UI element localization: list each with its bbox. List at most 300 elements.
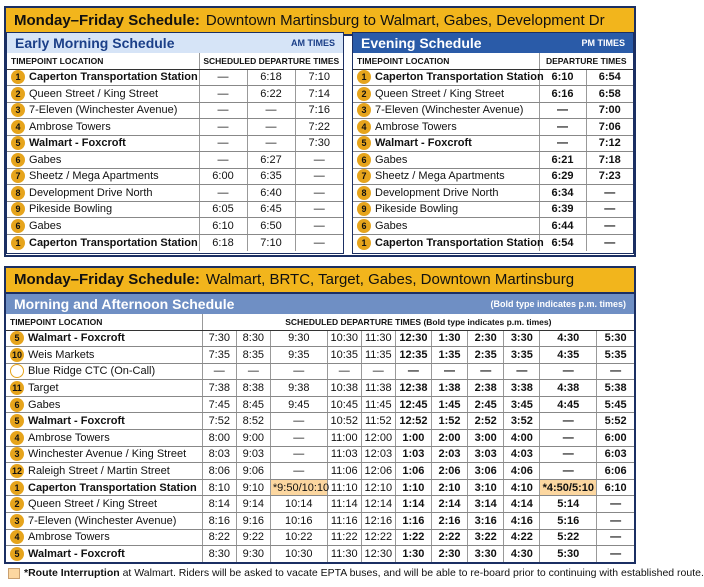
timepoint-number-badge: 6	[357, 153, 371, 167]
departure-time: —	[199, 135, 247, 152]
departure-time: 6:03	[597, 446, 634, 463]
departure-time: 7:12	[586, 135, 633, 152]
departure-time: *4:50/5:10	[540, 479, 597, 496]
departure-time: 11:03	[327, 446, 361, 463]
table-row	[7, 234, 343, 251]
departure-time: 10:22	[270, 529, 327, 546]
departure-time: 7:06	[586, 119, 633, 136]
departure-time: 6:54	[539, 234, 586, 251]
departure-time: —	[504, 363, 540, 380]
timepoint-number-badge: 6	[11, 153, 25, 167]
departure-time: 6:18	[199, 234, 247, 251]
departure-time: —	[597, 546, 634, 563]
footnote-text: at Walmart. Riders will be asked to vacate EPTA buses, and will be able to re-board prior to continuing with established route.	[122, 567, 704, 579]
morning-afternoon-header	[6, 294, 634, 314]
departure-time: 7:10	[247, 234, 295, 251]
table-row	[6, 513, 634, 530]
departure-time: 3:03	[468, 446, 504, 463]
departure-time: 9:03	[236, 446, 270, 463]
departure-time: 8:14	[202, 496, 236, 513]
timepoint-name: Raleigh Street / Martin Street	[28, 465, 170, 478]
timepoint-cell	[6, 463, 202, 480]
timepoint-cell	[353, 218, 539, 235]
departure-time: 8:16	[202, 513, 236, 530]
table-row	[7, 218, 343, 235]
departure-time: 6:00	[597, 430, 634, 447]
timepoint-number-badge: 4	[10, 431, 24, 445]
timepoint-cell	[7, 69, 199, 86]
timepoint-cell	[7, 119, 199, 136]
timepoint-cell	[7, 152, 199, 169]
departure-time: 1:30	[395, 546, 431, 563]
departure-time: 12:03	[361, 446, 395, 463]
table-row	[7, 185, 343, 202]
departure-time: 4:16	[504, 513, 540, 530]
timepoint-cell	[6, 363, 202, 380]
departure-time: —	[295, 168, 343, 185]
departure-time: 6:05	[199, 201, 247, 218]
departure-time: —	[247, 135, 295, 152]
timepoint-number-badge: 1	[11, 70, 25, 84]
departure-time: 12:00	[361, 430, 395, 447]
departure-time: 1:16	[395, 513, 431, 530]
departure-time: —	[540, 413, 597, 430]
departure-time: —	[327, 363, 361, 380]
timepoint-name: Walmart - Foxcroft	[28, 415, 125, 428]
departure-time: —	[199, 152, 247, 169]
footnote	[8, 567, 704, 579]
departure-time: —	[199, 86, 247, 103]
departure-time: —	[270, 363, 327, 380]
departure-time: 3:10	[468, 479, 504, 496]
departure-time: 2:16	[431, 513, 467, 530]
timepoint-number-badge: 5	[10, 547, 24, 561]
timepoint-name: Ambrose Towers	[375, 120, 457, 133]
departure-time: 7:52	[202, 413, 236, 430]
table-row	[7, 168, 343, 185]
table-row	[7, 152, 343, 169]
departure-time: 4:30	[540, 330, 597, 347]
departure-time: 4:22	[504, 529, 540, 546]
departure-time: —	[540, 446, 597, 463]
departure-time: —	[199, 102, 247, 119]
timepoint-number-badge: 4	[357, 120, 371, 134]
table-row	[6, 529, 634, 546]
departure-time: 8:45	[236, 396, 270, 413]
timepoint-number-badge: 8	[11, 186, 25, 200]
departure-time: 8:03	[202, 446, 236, 463]
departure-time: 2:30	[431, 546, 467, 563]
timepoint-name: Sheetz / Mega Apartments	[29, 170, 159, 183]
departure-time: 7:35	[202, 347, 236, 364]
timepoint-number-badge: 6	[357, 219, 371, 233]
departure-time: —	[540, 430, 597, 447]
departure-time: 6:50	[247, 218, 295, 235]
timepoint-name: Target	[28, 382, 59, 395]
timepoint-cell	[6, 479, 202, 496]
timepoint-name: Gabes	[28, 398, 61, 411]
timepoint-name: Gabes	[29, 219, 62, 232]
timepoint-cell	[353, 119, 539, 136]
timepoint-number-badge: 2	[11, 87, 25, 101]
timepoint-cell	[7, 185, 199, 202]
departure-time: 3:16	[468, 513, 504, 530]
timepoint-cell	[7, 168, 199, 185]
timepoint-number-badge: 1	[357, 236, 371, 250]
departure-time: 12:38	[395, 380, 431, 397]
departure-time: 9:35	[270, 347, 327, 364]
timepoint-number-badge: 5	[357, 136, 371, 150]
departure-time: 1:45	[431, 396, 467, 413]
table-row	[353, 201, 633, 218]
departure-time: 11:14	[327, 496, 361, 513]
departure-time: 12:30	[361, 546, 395, 563]
table-row	[7, 201, 343, 218]
timepoint-name: Caperton Transportation Station	[28, 481, 197, 494]
departure-time: 5:30	[597, 330, 634, 347]
departure-time: 10:16	[270, 513, 327, 530]
morning-afternoon-table	[6, 314, 634, 562]
departure-time: 12:22	[361, 529, 395, 546]
timepoint-name: Development Drive North	[375, 186, 499, 199]
timepoint-number-badge: 5	[10, 331, 24, 345]
timepoint-name: Gabes	[29, 153, 62, 166]
departure-time: 8:30	[202, 546, 236, 563]
timepoint-name: Gabes	[375, 153, 408, 166]
departure-time: —	[295, 152, 343, 169]
departure-time: *9:50/10:10	[270, 479, 327, 496]
evening-note: PM TIMES	[581, 38, 625, 48]
departure-time: 6:39	[539, 201, 586, 218]
timepoint-cell	[6, 430, 202, 447]
departure-time: 7:45	[202, 396, 236, 413]
departure-time: —	[586, 234, 633, 251]
departure-time: —	[540, 363, 597, 380]
departure-time: 9:30	[236, 546, 270, 563]
departure-time: —	[586, 201, 633, 218]
departure-time: 12:06	[361, 463, 395, 480]
departure-time: —	[597, 496, 634, 513]
table-row	[6, 413, 634, 430]
morning-afternoon-note: (Bold type indicates p.m. times)	[490, 299, 626, 309]
departure-time: 5:45	[597, 396, 634, 413]
departure-time: 1:14	[395, 496, 431, 513]
departure-time: 2:52	[468, 413, 504, 430]
timepoint-number-badge: 1	[11, 236, 25, 250]
timepoint-number-badge: 1	[10, 481, 24, 495]
departure-time: 2:10	[431, 479, 467, 496]
departure-time: 8:52	[236, 413, 270, 430]
timepoint-number-badge: 9	[357, 202, 371, 216]
timepoint-number-badge: 10	[11, 349, 22, 360]
departure-time: —	[539, 102, 586, 119]
departure-time: 6:10	[199, 218, 247, 235]
timepoint-number-badge: 3	[357, 103, 371, 117]
table-row	[7, 86, 343, 103]
col-departure-times: SCHEDULED DEPARTURE TIMES (Bold type indicates p.m. times)	[202, 314, 634, 330]
timepoint-cell	[7, 135, 199, 152]
departure-time: 9:14	[236, 496, 270, 513]
departure-time: —	[597, 529, 634, 546]
departure-time: 6:18	[247, 69, 295, 86]
departure-time: 12:14	[361, 496, 395, 513]
table-row	[6, 446, 634, 463]
timepoint-name: 7-Eleven (Winchester Avenue)	[28, 514, 177, 527]
timepoint-name: Winchester Avenue / King Street	[28, 448, 187, 461]
departure-time: 10:14	[270, 496, 327, 513]
departure-time: 9:45	[270, 396, 327, 413]
departure-time: 5:22	[540, 529, 597, 546]
departure-time: —	[395, 363, 431, 380]
table-row	[353, 119, 633, 136]
timepoint-number-badge: 6	[10, 398, 24, 412]
departure-time: 10:45	[327, 396, 361, 413]
departure-time: 12:16	[361, 513, 395, 530]
timepoint-name: Walmart - Foxcroft	[28, 332, 125, 345]
departure-time: 2:22	[431, 529, 467, 546]
table-row	[353, 185, 633, 202]
departure-time: 12:52	[395, 413, 431, 430]
bottom-schedule-panel	[4, 266, 636, 564]
table-row	[6, 463, 634, 480]
timepoint-cell	[7, 86, 199, 103]
col-timepoint-location: TIMEPOINT LOCATION	[353, 53, 539, 69]
departure-time: —	[199, 119, 247, 136]
departure-time: 6:40	[247, 185, 295, 202]
departure-time: —	[539, 135, 586, 152]
departure-time: 5:30	[540, 546, 597, 563]
departure-time: —	[586, 185, 633, 202]
table-row	[6, 479, 634, 496]
timepoint-cell	[6, 529, 202, 546]
table-row	[6, 347, 634, 364]
departure-time: 3:38	[504, 380, 540, 397]
col-timepoint-location: TIMEPOINT LOCATION	[6, 314, 202, 330]
timepoint-name: 7-Eleven (Winchester Avenue)	[375, 104, 524, 117]
departure-time: 3:45	[504, 396, 540, 413]
timepoint-name: Walmart - Foxcroft	[375, 137, 472, 150]
departure-time: 2:35	[468, 347, 504, 364]
timepoint-name: Caperton Transportation Station	[375, 71, 544, 84]
departure-time: 6:35	[247, 168, 295, 185]
early-morning-title: Early Morning Schedule	[15, 35, 175, 51]
departure-time: 7:38	[202, 380, 236, 397]
departure-time: 5:16	[540, 513, 597, 530]
timepoint-cell	[7, 201, 199, 218]
departure-time: 9:38	[270, 380, 327, 397]
departure-time: 12:35	[395, 347, 431, 364]
departure-time: 11:45	[361, 396, 395, 413]
timepoint-number-badge: 5	[11, 136, 25, 150]
timepoint-cell	[353, 102, 539, 119]
departure-time: 1:03	[395, 446, 431, 463]
timepoint-name: Ambrose Towers	[29, 120, 111, 133]
timepoint-cell	[6, 347, 202, 364]
table-row	[353, 86, 633, 103]
top-schedule-route: Downtown Martinsburg to Walmart, Gabes, Development Dr	[205, 12, 605, 29]
table-row	[6, 330, 634, 347]
table-row	[6, 380, 634, 397]
departure-time: —	[361, 363, 395, 380]
departure-time: —	[295, 185, 343, 202]
departure-time: 7:30	[295, 135, 343, 152]
timepoint-cell	[6, 413, 202, 430]
departure-time: 11:16	[327, 513, 361, 530]
col-timepoint-location: TIMEPOINT LOCATION	[7, 53, 199, 69]
departure-time: 2:00	[431, 430, 467, 447]
departure-time: 2:30	[468, 330, 504, 347]
timepoint-number-badge: 7	[357, 169, 371, 183]
departure-time: —	[270, 413, 327, 430]
departure-time: 11:52	[361, 413, 395, 430]
route-interruption-swatch	[8, 568, 20, 579]
departure-time: —	[270, 463, 327, 480]
table-row	[6, 430, 634, 447]
departure-time: 8:00	[202, 430, 236, 447]
departure-time: —	[247, 119, 295, 136]
departure-time: 7:18	[586, 152, 633, 169]
departure-time: 5:38	[597, 380, 634, 397]
timepoint-cell	[6, 380, 202, 397]
departure-time: 4:14	[504, 496, 540, 513]
departure-time: —	[431, 363, 467, 380]
departure-time: 1:52	[431, 413, 467, 430]
departure-time: 3:52	[504, 413, 540, 430]
departure-time: 9:00	[236, 430, 270, 447]
departure-time: 10:35	[327, 347, 361, 364]
departure-time: 2:45	[468, 396, 504, 413]
departure-time: 10:30	[270, 546, 327, 563]
departure-time: 1:06	[395, 463, 431, 480]
morning-afternoon-title: Morning and Afternoon Schedule	[14, 296, 235, 312]
departure-time: 3:00	[468, 430, 504, 447]
table-row	[6, 396, 634, 413]
table-row	[7, 135, 343, 152]
departure-time: 10:38	[327, 380, 361, 397]
timepoint-cell	[353, 168, 539, 185]
bottom-schedule-route: Walmart, BRTC, Target, Gabes, Downtown Martinsburg	[205, 271, 575, 288]
departure-time: 6:58	[586, 86, 633, 103]
departure-time: 11:22	[327, 529, 361, 546]
departure-time: 2:38	[468, 380, 504, 397]
timepoint-name: Queen Street / King Street	[375, 87, 505, 100]
table-row	[6, 546, 634, 563]
early-morning-panel	[6, 32, 344, 254]
timepoint-name: Development Drive North	[29, 186, 153, 199]
departure-time: 5:14	[540, 496, 597, 513]
departure-time: 6:10	[597, 479, 634, 496]
departure-time: —	[295, 218, 343, 235]
timepoint-number-badge: 1	[357, 70, 371, 84]
departure-time: 12:10	[361, 479, 395, 496]
timepoint-name: Walmart - Foxcroft	[28, 548, 125, 561]
departure-time: 4:30	[504, 546, 540, 563]
timepoint-number-badge: 7	[11, 169, 25, 183]
departure-time: 1:38	[431, 380, 467, 397]
timepoint-name: Pikeside Bowling	[375, 203, 459, 216]
departure-time: —	[236, 363, 270, 380]
timepoint-cell	[6, 446, 202, 463]
table-row	[7, 102, 343, 119]
departure-time: 4:45	[540, 396, 597, 413]
departure-time: 3:30	[504, 330, 540, 347]
departure-time: 6:29	[539, 168, 586, 185]
col-departure-times: SCHEDULED DEPARTURE TIMES	[199, 53, 343, 69]
evening-header	[353, 33, 633, 53]
departure-time: 4:00	[504, 430, 540, 447]
bottom-schedule-header	[6, 268, 634, 294]
table-row	[353, 69, 633, 86]
timepoint-name: Ambrose Towers	[28, 531, 110, 544]
departure-time: 2:03	[431, 446, 467, 463]
departure-time: 6:34	[539, 185, 586, 202]
departure-time: 7:23	[586, 168, 633, 185]
table-row	[353, 102, 633, 119]
early-morning-header	[7, 33, 343, 53]
departure-time: 4:06	[504, 463, 540, 480]
table-row	[353, 152, 633, 169]
timepoint-cell	[7, 218, 199, 235]
timepoint-cell	[353, 69, 544, 86]
departure-time: 1:35	[431, 347, 467, 364]
evening-panel	[352, 32, 634, 254]
departure-time: 6:45	[247, 201, 295, 218]
departure-time: 2:14	[431, 496, 467, 513]
departure-time: 1:00	[395, 430, 431, 447]
timepoint-number-badge: 9	[11, 202, 25, 216]
departure-time: —	[539, 119, 586, 136]
departure-time: 9:16	[236, 513, 270, 530]
departure-time: 1:30	[431, 330, 467, 347]
timepoint-name: Queen Street / King Street	[29, 87, 159, 100]
departure-time: 11:38	[361, 380, 395, 397]
departure-time: 9:30	[270, 330, 327, 347]
timepoint-name: Pikeside Bowling	[29, 203, 113, 216]
evening-table	[353, 53, 633, 251]
departure-time: 9:22	[236, 529, 270, 546]
departure-time: 5:35	[597, 347, 634, 364]
departure-time: 4:35	[540, 347, 597, 364]
departure-time: —	[199, 69, 247, 86]
departure-time: —	[199, 185, 247, 202]
timepoint-cell	[353, 152, 539, 169]
table-row	[6, 363, 634, 380]
departure-time: 11:10	[327, 479, 361, 496]
departure-time: —	[597, 513, 634, 530]
departure-time: —	[202, 363, 236, 380]
departure-time: 2:06	[431, 463, 467, 480]
timepoint-cell	[353, 201, 539, 218]
timepoint-number-badge: 3	[10, 447, 24, 461]
departure-time: 10:30	[327, 330, 361, 347]
departure-time: 3:35	[504, 347, 540, 364]
timepoint-number-badge: 6	[11, 219, 25, 233]
timepoint-number-badge: 2	[357, 87, 371, 101]
timepoint-cell	[353, 185, 539, 202]
departure-time: 6:16	[539, 86, 586, 103]
departure-time: 3:30	[468, 546, 504, 563]
departure-time: —	[247, 102, 295, 119]
table-row	[353, 168, 633, 185]
timepoint-cell	[6, 330, 202, 347]
departure-time: 4:38	[540, 380, 597, 397]
timepoint-cell	[6, 513, 202, 530]
timepoint-name: 7-Eleven (Winchester Avenue)	[29, 104, 178, 117]
timepoint-cell	[6, 546, 202, 563]
timepoint-name: Blue Ridge CTC (On-Call)	[28, 365, 156, 378]
evening-title: Evening Schedule	[361, 35, 482, 51]
departure-time: 3:22	[468, 529, 504, 546]
